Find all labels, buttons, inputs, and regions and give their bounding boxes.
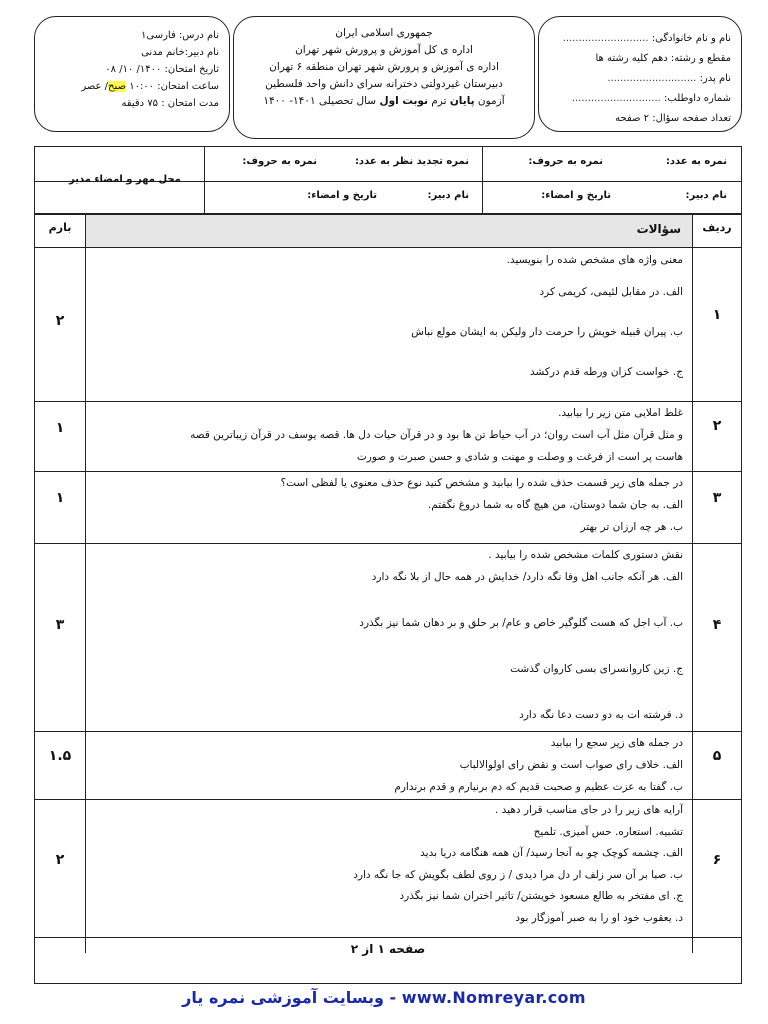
father-name-label: نام پدر:: [699, 73, 731, 84]
question-score: ۳: [55, 617, 65, 633]
student-name-row: [545, 29, 731, 49]
revision-date-signature-label: تاریخ و امضاء:: [307, 190, 377, 201]
question-number: ۲: [712, 418, 722, 434]
question-item: هاست پر است از فرغت و وصلت و مهنت و شادی و حسن صبرت و صورت: [356, 451, 683, 463]
question-item: ب. پیران قبیله خویش را حرمت دار ولیکن به ایشان مولع نباش: [411, 326, 683, 338]
exam-title-word: آزمون: [477, 95, 505, 107]
father-name-row: [545, 69, 731, 89]
revision-teacher-label: نام دبیر:: [427, 190, 469, 201]
teacher-label: نام دبیر:خانم مدنی: [141, 47, 219, 58]
questions-table: [34, 214, 742, 984]
question-6-text: [91, 800, 683, 929]
question-number: ۵: [712, 748, 722, 764]
grade-field-label: مقطع و رشته: دهم کلیه رشته ها: [595, 53, 731, 64]
question-prompt: معنی واژه های مشخص شده را بنویسید.: [506, 254, 683, 266]
question-item: تشبیه. استعاره. حس آمیزی. تلمیح: [533, 825, 683, 838]
question-2-text: [91, 402, 683, 468]
exam-title-year: سال تحصیلی ۱۴۰۱- ۱۴۰۰: [263, 95, 377, 107]
table-vline: [85, 215, 86, 953]
page-number: صفحه ۱ از ۲: [350, 942, 426, 956]
candidate-number-row: [545, 89, 731, 109]
column-header-questions: سؤالات: [636, 222, 681, 236]
question-score: ۲: [55, 852, 65, 868]
page-count-label: تعداد صفحه سؤال: ۲ صفحه: [615, 113, 731, 124]
subject-label: نام درس: فارسی۱: [141, 30, 219, 41]
exam-time-morning-highlight: صبح: [108, 81, 127, 92]
question-score: ۱: [55, 420, 65, 436]
question-item: ج. خواست کزان ورطه قدم درکشد: [530, 366, 683, 378]
question-item: د. یعقوب خود او را به صبر آموزگار بود: [515, 911, 683, 924]
question-1-text: [91, 249, 683, 383]
revised-score-number-label: نمره تجدید نظر به عدد:: [354, 156, 469, 167]
exam-time-afternoon: / عصر: [81, 81, 109, 92]
student-name-field: ...........................: [562, 33, 649, 44]
school-name: دبیرستان غیردولتی دخترانه سرای دانش واحد فلسطین: [265, 78, 503, 90]
exam-title: [234, 93, 534, 110]
table-vline: [692, 215, 693, 953]
question-item: الف. خلاف رای صواب است و نقض رای اولوالالباب: [459, 759, 683, 771]
question-prompt: نقش دستوری کلمات مشخص شده را بیابید .: [488, 549, 683, 561]
question-item: الف. هر آنکه جانب اهل وفا نگه دارد/ خدایش در همه حال از بلا نگه دارد: [371, 571, 683, 583]
grade-grid-vline: [482, 147, 483, 213]
question-item: الف. چشمه کوچک چو به آنجا رسید/ آن همه هنگامه دریا بدید: [420, 847, 683, 859]
question-score: ۲: [55, 313, 65, 329]
school-info-box: [233, 16, 535, 139]
question-prompt: غلط املایی متن زیر را بیابید.: [558, 407, 683, 419]
exam-date-label: تاریخ امتحان: ۱۴۰۰/ ۱۰/ ۰۸: [105, 64, 219, 75]
question-item: الف. در مقابل لئیمی، کریمی کرد: [539, 286, 683, 298]
question-item: د. فرشته ات به دو دست دعا نگه دارد: [519, 709, 683, 721]
question-3-text: [91, 472, 683, 538]
exam-time-value: ساعت امتحان: ۱۰:۰۰: [129, 81, 219, 92]
question-item: و مثل قرآن مثل آب است روان؛ در آب حیاط تن ها بود و در قرآن حیات دل ها. قصه یوسف در قرآن زیباترین قصه: [190, 429, 683, 441]
exam-title-turn: نوبت اول: [379, 95, 428, 107]
exam-info-box: [34, 16, 230, 132]
question-4-text: [91, 544, 683, 726]
date-signature-label: تاریخ و امضاء:: [541, 190, 611, 201]
question-item: ج. زین کاروانسرای بسی کاروان گذشت: [510, 663, 683, 675]
candidate-number-field: ............................: [571, 93, 661, 104]
score-words-label: نمره به حروف:: [528, 156, 603, 167]
exam-title-final: پایان: [449, 95, 475, 107]
teacher-name-label: نام دبیر:: [685, 190, 727, 201]
question-score: ۱: [55, 490, 65, 506]
principal-seal-label: محل مهر و امضاء مدیر: [69, 174, 181, 185]
exam-time-label: [43, 78, 219, 95]
revised-score-words-label: نمره به حروف:: [242, 156, 317, 167]
question-score: ۱.۵: [48, 748, 72, 764]
column-header-number: ردیف: [702, 221, 732, 234]
question-number: ۱: [712, 307, 722, 323]
district-title: اداره ی آموزش و پرورش شهر تهران منطقه ۶ تهران: [269, 61, 499, 73]
student-name-label: نام و نام خانوادگی:: [651, 33, 731, 44]
column-header-score: بارم: [48, 221, 72, 234]
question-number: ۳: [712, 490, 722, 506]
question-number: ۴: [712, 617, 722, 633]
grade-grid: [34, 146, 742, 214]
question-item: الف. به جان شما دوستان، من هیچ گاه به شما دروغ نگفتم.: [427, 499, 683, 511]
website-link[interactable]: وبسایت آموزشی نمره یار - www.Nomreyar.com: [182, 988, 586, 1007]
table-hline: [35, 937, 741, 938]
question-item: ج. ای مفتخر به طالع مسعود خویشتن/ تاثیر اختران شما نیز بگذرد: [399, 890, 683, 902]
score-number-label: نمره به عدد:: [665, 156, 727, 167]
exam-title-term: ترم: [431, 95, 447, 107]
question-prompt: در جمله های زیر سجع را بیابید: [550, 737, 683, 749]
education-office-title: اداره ی کل آموزش و پرورش شهر تهران: [295, 44, 473, 56]
exam-duration-label: مدت امتحان : ۷۵ دقیقه: [121, 98, 219, 109]
question-prompt: در جمله های زیر قسمت حذف شده را بیابید و مشخص کنید نوع حذف معنوی یا لفظی است؟: [280, 477, 683, 489]
table-header-background: [85, 215, 693, 247]
question-item: ب. گفتا به عزت عظیم و صحبت قدیم که دم برنیارم و قدم برندارم: [394, 781, 683, 793]
question-number: ۶: [712, 852, 722, 868]
question-item: ب. آب اجل که هست گلوگیر خاص و عام/ بر حلق و بر دهان شما نیز بگذرد: [359, 617, 683, 629]
father-name-field: ............................: [607, 73, 697, 84]
question-item: ب. هر چه ارزان تر بهتر: [580, 521, 683, 533]
table-hline: [35, 247, 741, 248]
question-prompt: آرایه های زیر را در جای مناسب قرار دهید .: [494, 804, 683, 816]
student-info-box: [538, 16, 742, 132]
question-5-text: [91, 732, 683, 798]
candidate-number-label: شماره داوطلب:: [664, 93, 731, 104]
question-item: ب. صبا بر آن سر زلف ار دل مرا دیدی / ز روی لطف بگویش که جا نگه دارد: [353, 868, 683, 881]
country-title: جمهوری اسلامی ایران: [335, 27, 433, 39]
grade-grid-vline: [204, 147, 205, 213]
